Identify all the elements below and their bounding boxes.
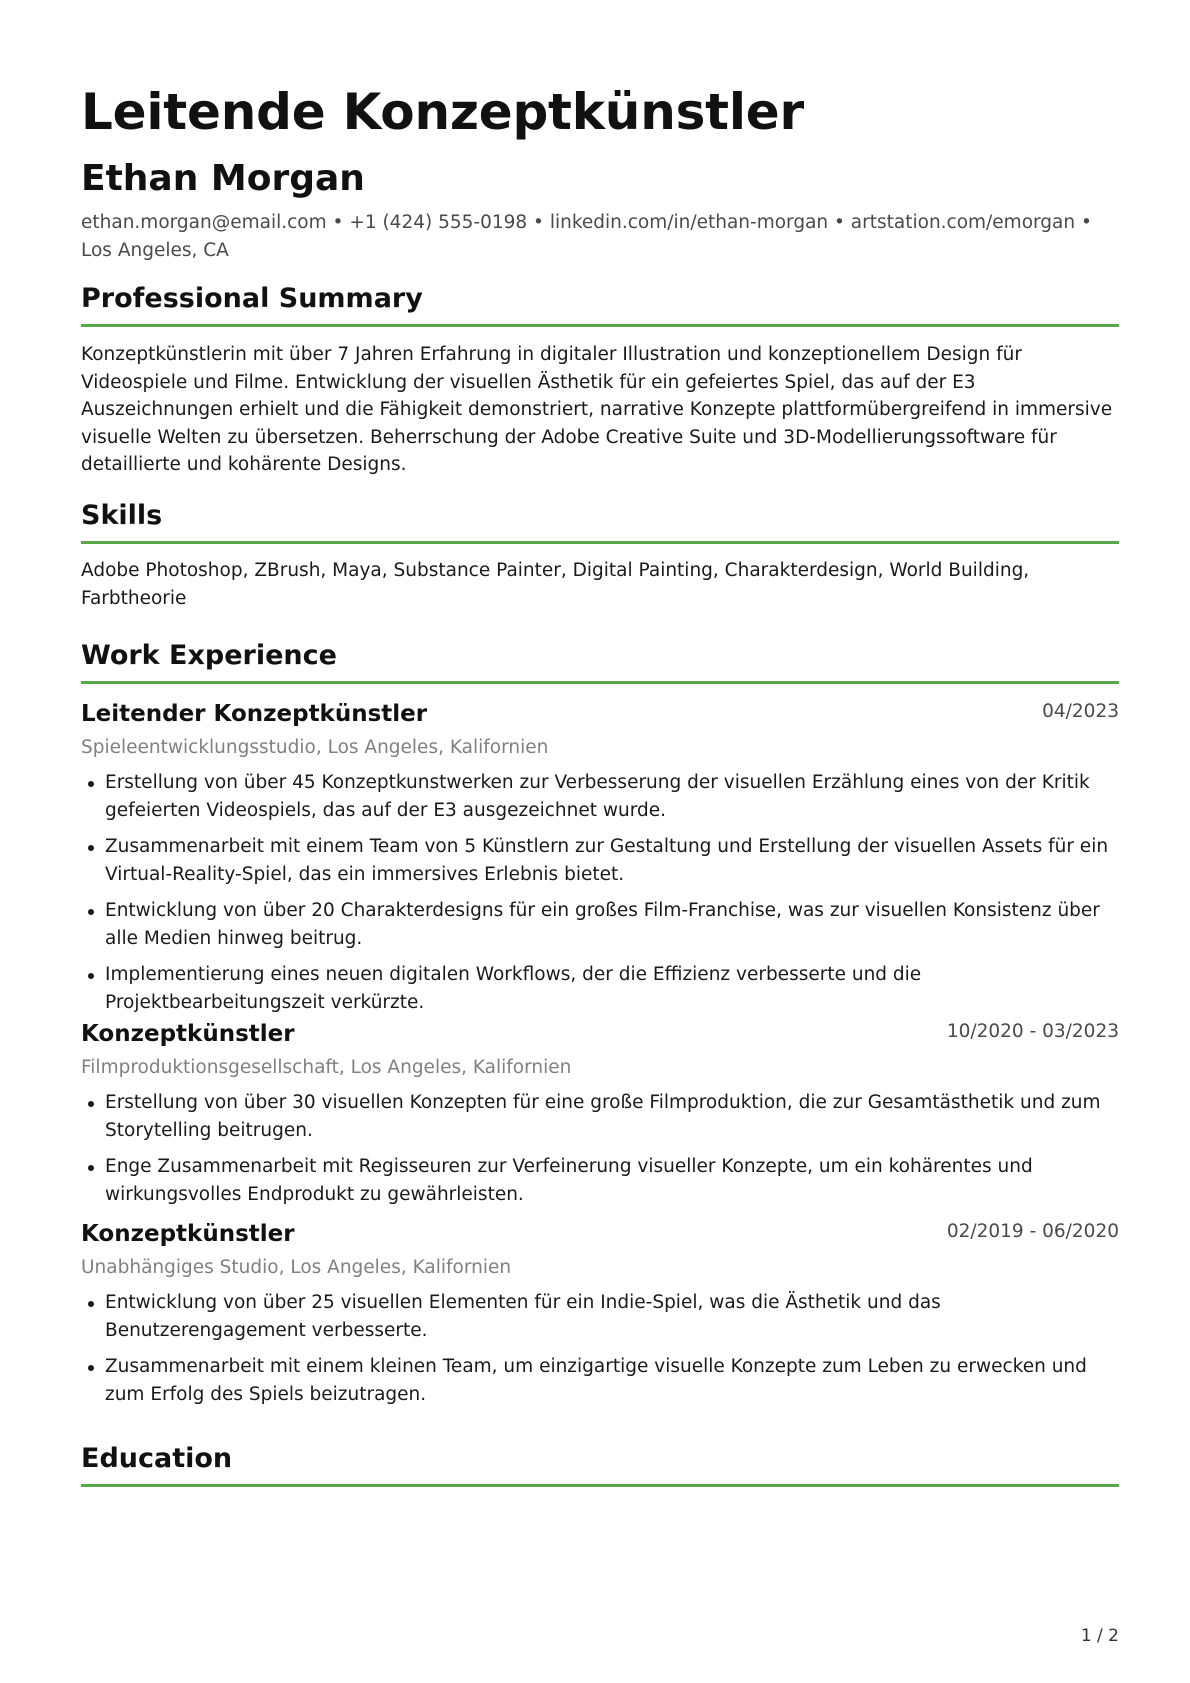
job-date: 04/2023 [1042, 701, 1119, 722]
bullet-item: Erstellung von über 45 Konzeptkunstwerken zur Verbesserung der visuellen Erzählung eines von der Kritik gefeierten Videospiels, das auf der E3 ausgezeichnet wurde. [81, 769, 1119, 824]
job-bullets [81, 1289, 1119, 1408]
job-title: Konzeptkünstler [81, 1221, 295, 1247]
bullet-item: Enge Zusammenarbeit mit Regisseuren zur Verfeinerung visueller Konzepte, um ein kohärentes und wirkungsvolles Endprodukt zu gewährleisten. [81, 1153, 1119, 1208]
education-divider [81, 1484, 1119, 1487]
job-entry [81, 697, 1119, 1025]
job-entry [81, 1217, 1119, 1417]
job-title: Leitender Konzeptkünstler [81, 701, 428, 727]
skills-heading: Skills [81, 500, 163, 531]
bullet-item: Zusammenarbeit mit einem kleinen Team, um einzigartige visuelle Konzepte zum Leben zu erwecken und zum Erfolg des Spiels beizutragen. [81, 1353, 1119, 1408]
job-company: Filmproduktionsgesellschaft, Los Angeles, Kalifornien [81, 1057, 572, 1078]
resume-title: Leitende Konzeptkünstler [81, 83, 804, 141]
contact-line: ethan.morgan@email.com • +1 (424) 555-0198 • linkedin.com/in/ethan-morgan • artstation.com/emorgan • Los Angeles, CA [81, 212, 1092, 261]
job-entry [81, 1017, 1119, 1217]
bullet-item: Entwicklung von über 25 visuellen Elementen für ein Indie-Spiel, was die Ästhetik und das Benutzerengagement verbesserte. [81, 1289, 1119, 1344]
bullet-item: Entwicklung von über 20 Charakterdesigns für ein großes Film-Franchise, was zur visuellen Konsistenz über alle Medien hinweg beitrug. [81, 897, 1119, 952]
summary-text: Konzeptkünstlerin mit über 7 Jahren Erfahrung in digitaler Illustration und konzeptionellem Design für Videospiele und Filme. Entwicklung der visuellen Ästhetik für ein gefeiertes Spiel, das auf der E3 Auszeichnungen erhielt und die Fähigkeit demonstriert, narrative Konzepte plattformübergreifend in immersive visuelle Welten zu übersetzen. Beherrschung der Adobe Creative Suite und 3D-Modellierungssoftware für detaillierte und kohärente Designs. [81, 344, 1113, 475]
job-bullets [81, 1089, 1119, 1208]
job-bullets [81, 769, 1119, 1016]
education-heading: Education [81, 1443, 233, 1474]
resume-page [81, 0, 1119, 1683]
skills-text: Adobe Photoshop, ZBrush, Maya, Substance Painter, Digital Painting, Charakterdesign, World Building, Farbtheorie [81, 560, 1030, 609]
job-company: Spieleentwicklungsstudio, Los Angeles, Kalifornien [81, 737, 549, 758]
page-number: 1 / 2 [1080, 1626, 1119, 1646]
summary-divider [81, 324, 1119, 327]
job-company: Unabhängiges Studio, Los Angeles, Kalifornien [81, 1257, 512, 1278]
job-date: 02/2019 - 06/2020 [946, 1221, 1119, 1242]
bullet-item: Zusammenarbeit mit einem Team von 5 Künstlern zur Gestaltung und Erstellung der visuellen Assets für ein Virtual-Reality-Spiel, das ein immersives Erlebnis bietet. [81, 833, 1119, 888]
experience-heading: Work Experience [81, 640, 337, 671]
job-title: Konzeptkünstler [81, 1021, 295, 1047]
person-name: Ethan Morgan [81, 158, 365, 199]
skills-divider [81, 541, 1119, 544]
job-date: 10/2020 - 03/2023 [946, 1021, 1119, 1042]
bullet-item: Implementierung eines neuen digitalen Workflows, der die Effizienz verbesserte und die Projektbearbeitungszeit verkürzte. [81, 961, 1119, 1016]
summary-heading: Professional Summary [81, 283, 423, 314]
experience-divider [81, 681, 1119, 684]
bullet-item: Erstellung von über 30 visuellen Konzepten für eine große Filmproduktion, die zur Gesamtästhetik und zum Storytelling beitrugen. [81, 1089, 1119, 1144]
